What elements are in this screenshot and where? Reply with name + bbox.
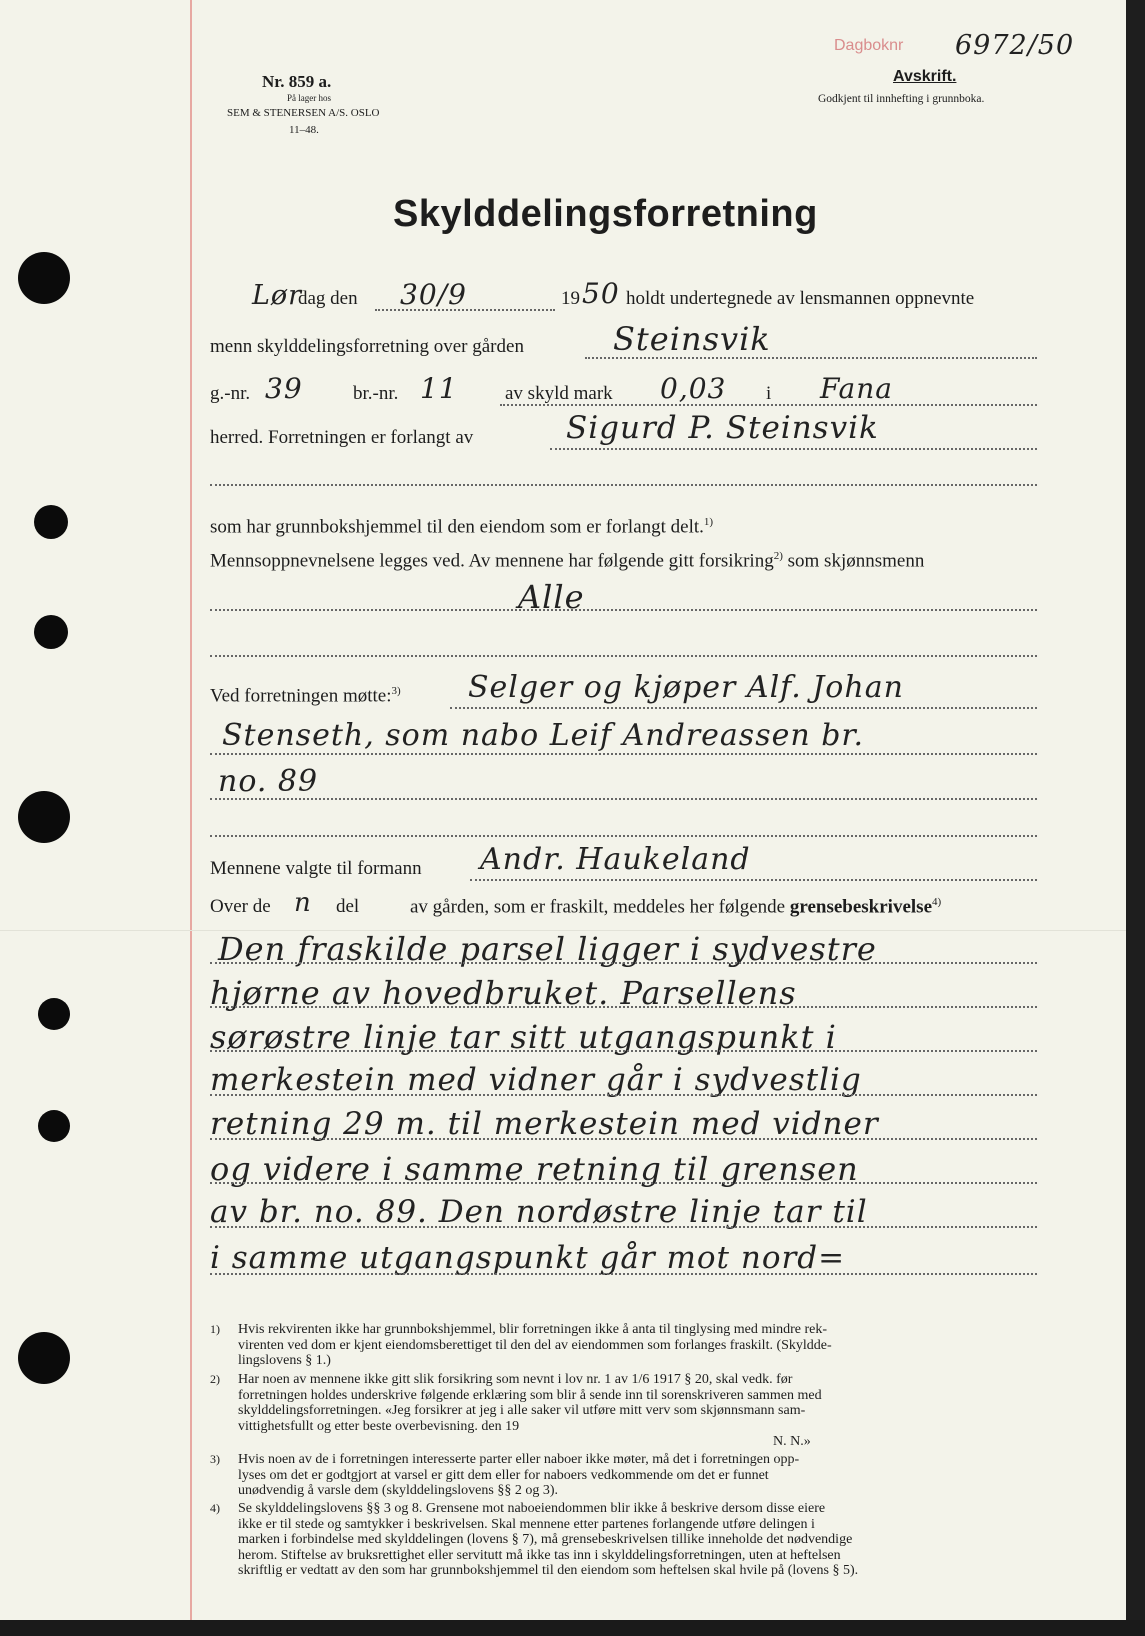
attendees-handwritten: Selger og kjøper Alf. Johan — [468, 670, 904, 705]
bnr-label: br.-nr. — [353, 383, 399, 404]
boundary-text-line: hjørne av hovedbruket. Parsellens — [210, 974, 797, 1012]
fill-line — [210, 962, 1037, 964]
boundary-text-line: i samme utgangspunkt går mot nord= — [210, 1240, 846, 1276]
margin-rule — [190, 0, 192, 1620]
requester-handwritten: Sigurd P. Steinsvik — [566, 410, 879, 446]
fill-line — [210, 753, 1037, 755]
footnote-line: unødvendig å varsle dem (skylddelingslovens §§ 2 og 3). — [238, 1483, 559, 1498]
chairman-handwritten: Andr. Haukeland — [480, 842, 751, 877]
document-title: Skylddelingsforretning — [393, 193, 818, 235]
footnote-number: 1) — [210, 1322, 220, 1336]
line1-text: dag den — [298, 288, 358, 309]
fill-line — [500, 404, 1037, 406]
boundary-text-line: av br. no. 89. Den nordøstre linje tar til — [210, 1194, 868, 1230]
weekday-handwritten: Lør — [252, 280, 303, 311]
footnote-number: 2) — [210, 1372, 220, 1386]
fill-line — [210, 484, 1037, 486]
footnote-line: Se skylddelingslovens §§ 3 og 8. Grensene mot naboeiendommen blir ikke å beskrive dersom disse eiere — [238, 1501, 826, 1516]
chairman-label: Mennene valgte til formann — [210, 858, 422, 879]
punch-hole — [38, 1110, 70, 1142]
scan-border-bottom — [0, 1620, 1145, 1636]
line4-text: herred. Forretningen er forlangt av — [210, 427, 474, 448]
gnr-label: g.-nr. — [210, 383, 251, 404]
publisher-date: 11–48. — [289, 124, 319, 136]
publisher-name: SEM & STENERSEN A/S. OSLO — [227, 107, 380, 119]
footnote-line: skylddelingsforretningen. «Jeg forsikrer at jeg i alle saker vil utføre mitt verv som skjønnsmann sam- — [238, 1403, 806, 1418]
fill-line — [210, 1226, 1037, 1228]
boundary-text-line: Den fraskilde parsel ligger i sydvestre — [218, 930, 877, 968]
punch-hole — [34, 505, 68, 539]
punch-hole — [38, 998, 70, 1030]
herred-prefix: i — [766, 383, 772, 404]
boundary-text-line: merkestein med vidner går i sydvestlig — [210, 1062, 862, 1098]
copy-label: Avskrift. — [893, 68, 957, 85]
skyld-handwritten: 0,03 — [660, 372, 727, 405]
footnote-1 — [210, 1322, 832, 1369]
boundary-intro-b: del — [336, 896, 360, 917]
boundary-text-line: og videre i samme retning til grensen — [210, 1150, 859, 1188]
skyld-label: av skyld mark — [505, 383, 613, 404]
form-number: Nr. 859 a. — [262, 72, 332, 91]
footnote-line: lyses om det er godtgjort at varsel er gitt dem eller for naboers vedkommende om det er funnet — [238, 1467, 769, 1483]
footnote-3 — [210, 1452, 800, 1499]
scan-border-right — [1126, 0, 1145, 1636]
boundary-text-line: retning 29 m. til merkestein med vidner — [210, 1106, 879, 1142]
footnote-line: herom. Stiftelse av bruksrettighet eller servitutt må ikke tas inn i skylddelingsforretningen, uten at heftelsen — [238, 1547, 841, 1563]
bnr-handwritten: 11 — [420, 372, 458, 405]
journal-stamp-label: Dagboknr — [834, 37, 904, 54]
fill-line — [450, 707, 1037, 709]
fill-line — [210, 609, 1037, 611]
sureties-handwritten: Alle — [518, 578, 585, 616]
journal-number: 6972/50 — [955, 30, 1075, 61]
year-handwritten: 50 — [582, 277, 620, 310]
footnote-line: ikke er til stede og samtykker i beskrivelsen. Skal mennene etter partenes forlangende utføre delingen i — [238, 1516, 815, 1532]
approval-note: Godkjent til innhefting i grunnboka. — [818, 93, 985, 105]
line6-text: Mennsoppnevnelsene legges ved. Av mennene har følgende gitt forsikring$^{2)}$ som skjønnsmenn — [210, 550, 925, 572]
fill-line — [210, 835, 1037, 837]
fill-line — [210, 1138, 1037, 1140]
fill-line — [210, 1182, 1037, 1184]
herred-handwritten: Fana — [820, 372, 893, 405]
fill-line — [210, 1050, 1037, 1052]
footnote-line: skriftlig er vedtatt av den som har grunnbokshjemmel til den eiendom som heftelsen skal hvile på (lovens § 5). — [238, 1563, 859, 1578]
line1-text-b: holdt undertegnede av lensmannen oppnevnte — [626, 288, 975, 309]
boundary-intro-a: Over de — [210, 896, 271, 917]
date-handwritten: 30/9 — [400, 278, 467, 311]
publisher-line: På lager hos — [287, 93, 331, 103]
boundary-intro-c: av gården, som er fraskilt, meddeles her følgende grensebeskrivelse$^{4)}$ — [410, 896, 942, 918]
footnote-line: vittighetsfullt og etter beste overbevisning. den 19 — [238, 1418, 520, 1434]
footnote-number: 4) — [210, 1501, 220, 1515]
gnr-handwritten: 39 — [265, 372, 303, 405]
footnote-signature: N. N.» — [773, 1434, 811, 1449]
line5-text: som har grunnbokshjemmel til den eiendom som er forlangt delt.$^{1)}$ — [210, 516, 714, 538]
fill-line — [550, 448, 1037, 450]
footnote-line: Har noen av mennene ikke gitt slik forsikring som nevnt i lov nr. 1 av 1/6 1917 § 20, skal vedk. før — [238, 1372, 793, 1387]
part-handwritten: n — [294, 888, 312, 918]
footnote-line: virenten ved dom er kjent eiendomsberettiget til den del av eiendommen som forlanges fraskilt. (Skyldde- — [238, 1337, 832, 1353]
farm-name-handwritten: Steinsvik — [613, 320, 771, 358]
attendees-label: Ved forretningen møtte:$^{3)}$ — [210, 685, 401, 707]
punch-hole — [18, 252, 70, 304]
fill-line — [210, 1273, 1037, 1275]
attendees-handwritten-2: Stenseth, som nabo Leif Andreassen br. — [222, 718, 864, 753]
punch-hole — [18, 791, 70, 843]
boundary-text-line: sørøstre linje tar sitt utgangspunkt i — [210, 1018, 837, 1056]
footnote-number: 3) — [210, 1452, 220, 1466]
footnote-2 — [210, 1372, 822, 1450]
fill-line — [210, 798, 1037, 800]
punch-hole — [18, 1332, 70, 1384]
year-prefix: 19 — [561, 288, 580, 309]
fill-line — [210, 1094, 1037, 1096]
footnote-line: Hvis rekvirenten ikke har grunnbokshjemmel, blir forretningen ikke å anta til tinglysing med mindre rek- — [238, 1322, 828, 1337]
footnote-line: Hvis noen av de i forretningen interesserte parter eller naboer ikke møter, må det i forretningen opp- — [238, 1452, 800, 1467]
fill-line — [210, 655, 1037, 657]
footnote-line: forretningen holdes underskrive følgende erklæring som blir å sende inn til sorenskriveren sammen med — [238, 1387, 822, 1403]
line2-text: menn skylddelingsforretning over gården — [210, 336, 524, 357]
fill-line — [210, 1006, 1037, 1008]
footnote-line: lingslovens § 1.) — [238, 1353, 331, 1368]
punch-hole — [34, 615, 68, 649]
footnote-4 — [210, 1501, 859, 1579]
fill-line — [470, 879, 1037, 881]
footnote-line: marken i forbindelse med skylddelingen (lovens § 7), må grensebeskrivelsen tillike inneholde det nødvendige — [238, 1532, 853, 1547]
attendees-handwritten-3: no. 89 — [218, 764, 319, 799]
